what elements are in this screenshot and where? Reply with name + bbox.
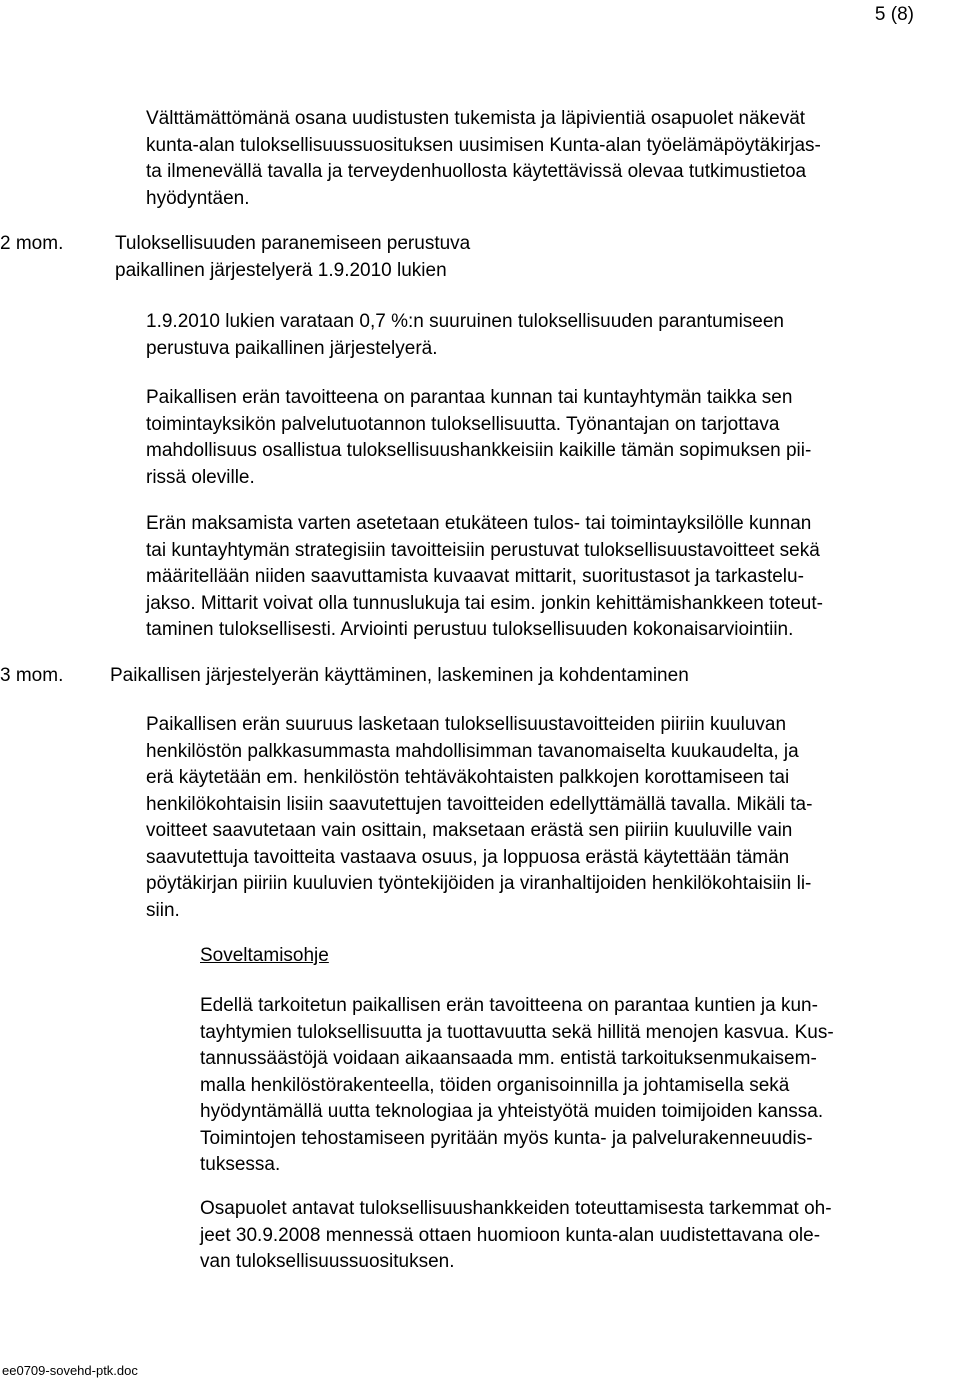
intro-paragraph: Välttämättömänä osana uudistusten tukemista ja läpivientiä osapuolet näkevät kunta-alan tuloksellisuussuosituksen uusimisen Kunta-alan työelämäpöytäkirjas- ta ilmenevällä tavalla ja terveydenhuollosta käytettävissä olevaa tutkimustietoa hyödyntäen.: [146, 108, 821, 209]
section-2-heading: Tuloksellisuuden paranemiseen perustuva paikallinen järjestelyerä 1.9.2010 lukien: [115, 233, 471, 281]
section-2-paragraph-1: 1.9.2010 lukien varataan 0,7 %:n suuruinen tuloksellisuuden parantumiseen perustuva paikallinen järjestelyerä.: [146, 311, 784, 359]
page-number: 5 (8): [874, 4, 914, 25]
section-2-paragraph-2: Paikallisen erän tavoitteena on parantaa kunnan tai kuntayhtymän taikka sen toimintayksikön palvelutuotannon tuloksellisuutta. Työnantajan on tarjottava mahdollisuus osallistua tuloksellisuushankkeisiin kaikille tämän sopimuksen pii- rissä oleville.: [146, 387, 812, 488]
guidance-paragraph-1: Edellä tarkoitetun paikallisen erän tavoitteena on parantaa kuntien ja kun- tayhtymien tuloksellisuutta ja tuottavuutta sekä hillitä menojen kasvua. Kus- tannussäästöjä voidaan aikaansaada mm. entistä tarkoituksenmukaisem- malla henkilöstörakenteella, töiden organisoinnilla ja johtamisella sekä hyödyntämällä uutta teknologiaa ja yhteistyötä muiden toimijoiden kanssa. Toimintojen tehostamiseen pyritään myös kunta- ja palvelurakenneuudis- tuksessa.: [200, 995, 834, 1175]
section-2-paragraph-3: Erän maksamista varten asetetaan etukäteen tulos- tai toimintayksilölle kunnan tai kuntayhtymän strategisiin tavoitteisiin perustuvat tuloksellisuustavoitteet sekä määritellään niiden saavuttamista kuvaavat mittarit, suoritustasot ja tarkastelu- jakso. Mittarit voivat olla tunnuslukuja tai esim. jonkin kehittämishankkeen toteut- taminen tuloksellisesti. Arviointi perustuu tuloksellisuuden kokonaisarviointiin.: [146, 513, 823, 640]
section-3-paragraph-1: Paikallisen erän suuruus lasketaan tuloksellisuustavoitteiden piiriin kuuluvan henkilöstön palkkasummasta mahdollisimman tavanomaiselta kuukaudelta, ja erä käytetään em. henkilöstön tehtäväkohtaisten palkkojen korottamiseen tai henkilökohtaisin lisiin saavutettujen tavoitteiden edellyttämällä tavalla. Mikäli ta- voitteet saavutetaan vain osittain, maksetaan erästä sen piiriin kuuluville vain saavutettuja tavoitteita vastaava osuus, ja loppuosa erästä käytettään tämän pöytäkirjan piiriin kuuluvien työntekijöiden ja viranhaltijoiden henkilökohtaisiin li- siin.: [146, 714, 813, 921]
section-2-number: 2 mom.: [0, 233, 64, 254]
footer-filename: ee0709-sovehd-ptk.doc: [2, 1363, 138, 1378]
section-3-number: 3 mom.: [0, 665, 64, 686]
guidance-paragraph-2: Osapuolet antavat tuloksellisuushankkeiden toteuttamisesta tarkemmat oh- jeet 30.9.2008 mennessä ottaen huomioon kunta-alan uudistettavana ole- van tuloksellisuussuosituksen.: [200, 1198, 832, 1272]
section-3-heading: Paikallisen järjestelyerän käyttäminen, laskeminen ja kohdentaminen: [110, 665, 689, 686]
guidance-heading: Soveltamisohje: [200, 945, 329, 966]
